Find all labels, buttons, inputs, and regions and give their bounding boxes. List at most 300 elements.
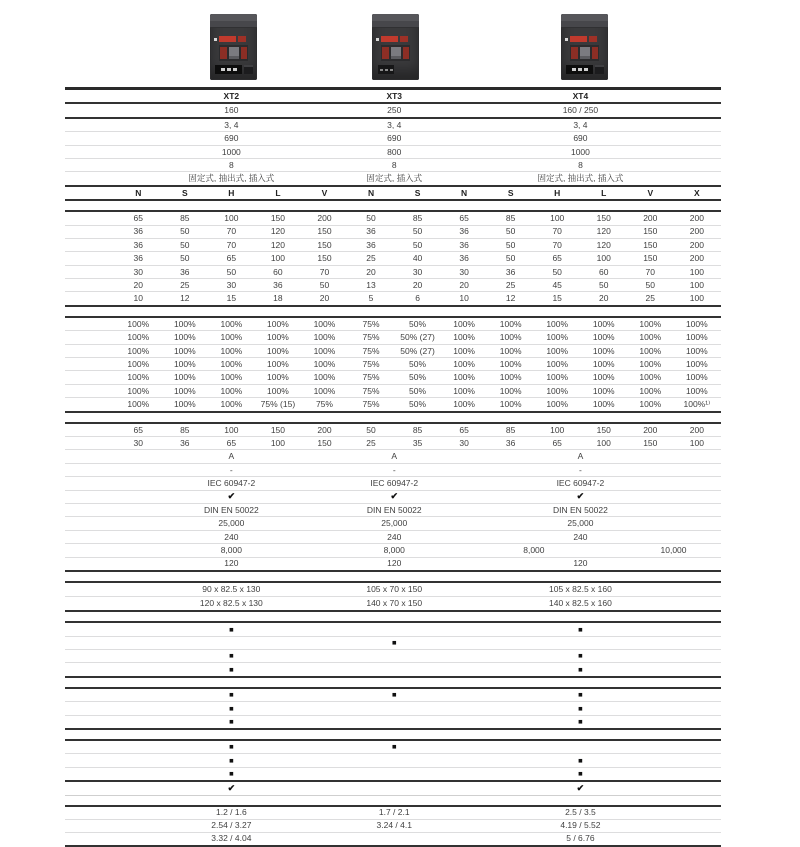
table-row bbox=[65, 212, 721, 224]
square-marker: ■ bbox=[229, 769, 234, 779]
value-cell: 100% bbox=[546, 358, 569, 369]
table-row bbox=[65, 449, 721, 462]
value-cell: 100% bbox=[639, 345, 662, 356]
square-marker: ■ bbox=[391, 638, 397, 648]
value-cell: IEC 60947-2 bbox=[207, 478, 256, 489]
value-cell: 100% bbox=[127, 372, 150, 383]
table-row bbox=[65, 104, 721, 116]
value-cell: 85 bbox=[412, 213, 423, 224]
value-cell: 50 bbox=[366, 213, 376, 224]
value-cell: 100% bbox=[267, 332, 289, 343]
table-row bbox=[65, 463, 721, 476]
value-cell: 690 bbox=[387, 133, 402, 144]
value-cell: 30 bbox=[459, 437, 469, 448]
value-cell: 100% bbox=[127, 318, 150, 329]
value-cell: 100% bbox=[546, 332, 569, 343]
value-cell: N bbox=[461, 187, 468, 198]
value-cell: DIN EN 50022 bbox=[366, 504, 422, 515]
table-row bbox=[65, 145, 721, 158]
value-cell: 140 x 70 x 150 bbox=[366, 598, 423, 609]
value-cell: 100% bbox=[592, 318, 615, 329]
table-row bbox=[65, 119, 721, 131]
breaker-image-xt2 bbox=[210, 14, 257, 80]
value-cell: 30 bbox=[133, 437, 143, 448]
value-cell: 25 bbox=[505, 280, 516, 291]
value-cell: 120 bbox=[270, 226, 285, 237]
value-cell: 固定式, 插入式 bbox=[366, 173, 423, 184]
value-cell: 50 bbox=[412, 226, 423, 237]
value-cell: 15 bbox=[552, 293, 562, 304]
value-cell: 100% bbox=[127, 332, 150, 343]
value-cell: 25,000 bbox=[218, 518, 245, 529]
value-cell: 120 x 82.5 x 130 bbox=[199, 598, 263, 609]
table-row bbox=[65, 187, 721, 199]
version-letters-header bbox=[65, 187, 721, 201]
value-cell: 30 bbox=[412, 266, 423, 277]
table-row bbox=[65, 424, 721, 436]
value-cell: 65 bbox=[133, 213, 143, 224]
value-cell: 2.54 / 3.27 bbox=[211, 820, 252, 831]
table-row bbox=[65, 819, 721, 832]
value-cell: 12 bbox=[505, 293, 516, 304]
value-cell: 120 bbox=[270, 239, 285, 250]
value-cell: 100% bbox=[499, 345, 522, 356]
check-row bbox=[65, 782, 721, 795]
value-cell: 100% bbox=[313, 345, 336, 356]
value-cell: 100 bbox=[270, 253, 285, 264]
square-marker: ■ bbox=[229, 651, 234, 661]
value-cell: 70 bbox=[552, 239, 562, 250]
value-cell: 36 bbox=[180, 266, 190, 277]
table-row bbox=[65, 158, 721, 171]
value-cell: 75% bbox=[315, 399, 333, 410]
breaker-image-xt3 bbox=[372, 14, 419, 80]
weights-block bbox=[65, 805, 721, 847]
display-segment bbox=[233, 68, 237, 71]
value-cell: 3.24 / 4.1 bbox=[376, 820, 412, 831]
value-cell: 65 bbox=[226, 437, 237, 448]
value-cell: S bbox=[414, 187, 421, 198]
value-cell: 36 bbox=[273, 280, 283, 291]
value-cell: 65 bbox=[133, 424, 143, 435]
value-cell: 100% bbox=[499, 385, 522, 396]
value-cell: 75% bbox=[362, 318, 380, 329]
square-marker: ■ bbox=[229, 717, 234, 727]
value-cell: XT3 bbox=[386, 90, 403, 101]
value-cell: 200 bbox=[643, 213, 658, 224]
value-cell: 240 bbox=[573, 531, 588, 542]
value-cell: 240 bbox=[387, 531, 402, 542]
red-pad-right bbox=[592, 47, 598, 59]
value-cell: 85 bbox=[505, 424, 516, 435]
value-cell: 50 bbox=[180, 239, 190, 250]
value-cell: 100 bbox=[689, 437, 704, 448]
table-row bbox=[65, 490, 721, 503]
value-cell: 50% bbox=[409, 372, 427, 383]
test-button bbox=[595, 65, 604, 74]
value-cell: 20 bbox=[412, 280, 423, 291]
brand-logo-red bbox=[381, 36, 398, 42]
value-cell: 200 bbox=[689, 253, 704, 264]
value-cell: 36 bbox=[133, 226, 143, 237]
product-name-row bbox=[65, 87, 721, 104]
value-cell: 30 bbox=[226, 280, 237, 291]
value-cell: 200 bbox=[317, 424, 332, 435]
table-row bbox=[65, 357, 721, 370]
value-cell: 120 bbox=[596, 239, 611, 250]
value-cell: 1000 bbox=[570, 146, 590, 157]
value-cell: 40 bbox=[412, 253, 423, 264]
value-cell: 100% bbox=[639, 358, 662, 369]
value-cell: 75% bbox=[362, 345, 380, 356]
value-cell: 85 bbox=[180, 424, 190, 435]
breaker-top-band bbox=[210, 21, 257, 28]
value-cell: IEC 60947-2 bbox=[370, 478, 419, 489]
value-cell: 100% bbox=[220, 332, 243, 343]
value-cell: 18 bbox=[273, 293, 283, 304]
value-cell: 65 bbox=[552, 437, 562, 448]
value-cell: 25 bbox=[366, 253, 376, 264]
table-row bbox=[65, 171, 721, 184]
value-cell: 75% bbox=[362, 372, 380, 383]
value-cell: 10,000 bbox=[660, 545, 687, 556]
value-cell: 50 bbox=[505, 226, 516, 237]
value-cell: 100 bbox=[689, 293, 704, 304]
value-cell: A bbox=[577, 451, 584, 462]
value-cell: 100% bbox=[685, 372, 708, 383]
square-marker: ■ bbox=[229, 742, 234, 752]
value-cell: A bbox=[391, 451, 398, 462]
value-cell: 36 bbox=[133, 239, 143, 250]
value-cell: 100% bbox=[313, 318, 336, 329]
value-cell: 90 x 82.5 x 130 bbox=[202, 584, 261, 595]
value-cell: 8 bbox=[228, 159, 234, 170]
square-marker: ■ bbox=[578, 651, 583, 661]
breaking-capacity-block bbox=[65, 210, 721, 307]
table-row bbox=[65, 90, 721, 102]
value-cell: 100% bbox=[592, 332, 615, 343]
table-row bbox=[65, 251, 721, 264]
value-cell: 100% bbox=[267, 372, 289, 383]
value-cell: 25 bbox=[645, 293, 656, 304]
value-cell: 100% bbox=[173, 399, 196, 410]
value-cell: 36 bbox=[366, 239, 376, 250]
value-cell: 70 bbox=[226, 226, 237, 237]
breaker-toggle bbox=[229, 47, 239, 59]
value-cell: 100% bbox=[313, 358, 336, 369]
table-row bbox=[65, 782, 721, 794]
value-cell: 100% bbox=[639, 399, 662, 410]
value-cell: 75% bbox=[362, 399, 380, 410]
value-cell: 100 bbox=[689, 266, 704, 277]
value-cell: 10 bbox=[459, 293, 469, 304]
value-cell: 150 bbox=[270, 424, 285, 435]
square-marker: ■ bbox=[391, 742, 397, 752]
square-marker: ■ bbox=[578, 755, 583, 765]
table-row bbox=[65, 753, 721, 766]
test-button bbox=[244, 65, 253, 74]
value-cell: 固定式, 抽出式, 插入式 bbox=[188, 173, 275, 184]
value-cell: 8,000 bbox=[383, 545, 405, 556]
table-row bbox=[65, 543, 721, 556]
value-cell: 36 bbox=[459, 226, 469, 237]
table-row bbox=[65, 741, 721, 753]
square-marker: ■ bbox=[391, 690, 397, 700]
value-cell: 200 bbox=[643, 424, 658, 435]
value-cell: 36 bbox=[459, 239, 469, 250]
display-segment bbox=[584, 68, 588, 71]
value-cell: L bbox=[601, 187, 607, 198]
value-cell: 3.32 / 4.04 bbox=[211, 833, 252, 844]
value-cell: 100% bbox=[499, 399, 522, 410]
breaker-indicator-dot bbox=[214, 38, 217, 41]
square-marker: ■ bbox=[229, 624, 234, 634]
table-row bbox=[65, 278, 721, 291]
value-cell: 50 bbox=[505, 239, 516, 250]
value-cell: 8,000 bbox=[220, 545, 242, 556]
table-row bbox=[65, 503, 721, 516]
value-cell: 100 bbox=[550, 424, 565, 435]
value-cell: 36 bbox=[366, 226, 376, 237]
value-cell: 15 bbox=[226, 293, 237, 304]
value-cell: 100% bbox=[453, 332, 475, 343]
red-pad-right bbox=[241, 47, 247, 59]
value-cell: DIN EN 50022 bbox=[553, 504, 608, 515]
value-cell: 100% bbox=[220, 318, 243, 329]
value-cell: 36 bbox=[459, 253, 469, 264]
table-row bbox=[65, 715, 721, 728]
table-row bbox=[65, 318, 721, 330]
availability-block-2 bbox=[65, 687, 721, 730]
availability-block-1 bbox=[65, 621, 721, 678]
value-cell: 100% bbox=[639, 372, 662, 383]
table-row bbox=[65, 238, 721, 251]
table-row bbox=[65, 384, 721, 397]
value-cell: 100% bbox=[127, 358, 150, 369]
value-cell: - bbox=[229, 464, 233, 475]
value-cell: 8 bbox=[578, 159, 583, 170]
value-cell: 1.2 / 1.6 bbox=[215, 807, 247, 818]
basic-ratings bbox=[65, 119, 721, 187]
display-segment bbox=[572, 68, 576, 71]
value-cell: 100% bbox=[546, 399, 569, 410]
rating-display bbox=[566, 65, 593, 74]
square-marker: ■ bbox=[578, 690, 583, 700]
value-cell: 100% bbox=[499, 332, 522, 343]
breaker-top-band bbox=[561, 21, 608, 28]
value-cell: 100% bbox=[220, 399, 243, 410]
table-row bbox=[65, 649, 721, 662]
value-cell: 30 bbox=[133, 266, 143, 277]
value-cell: 120 bbox=[596, 226, 611, 237]
table-row bbox=[65, 662, 721, 675]
table-row bbox=[65, 476, 721, 489]
value-cell: 85 bbox=[505, 213, 516, 224]
table-row bbox=[65, 225, 721, 238]
value-cell: 5 / 6.76 bbox=[566, 833, 595, 844]
value-cell: 6 bbox=[415, 293, 420, 304]
value-cell: 70 bbox=[226, 239, 237, 250]
red-pad-left bbox=[220, 47, 227, 59]
check-icon: ✔ bbox=[390, 491, 398, 502]
value-cell: 100% bbox=[220, 345, 243, 356]
dimensions-block bbox=[65, 581, 721, 612]
value-cell: 70 bbox=[645, 266, 656, 277]
value-cell: 150 bbox=[596, 424, 611, 435]
brand-logo-red-right bbox=[238, 36, 246, 42]
value-cell: 120 bbox=[224, 558, 239, 569]
value-cell: 100% bbox=[685, 345, 708, 356]
value-cell: 150 bbox=[643, 253, 658, 264]
table-row bbox=[65, 689, 721, 701]
table-row bbox=[65, 583, 721, 596]
table-row bbox=[65, 370, 721, 383]
table-row bbox=[65, 530, 721, 543]
value-cell: 120 bbox=[573, 558, 588, 569]
value-cell: 50 bbox=[505, 253, 516, 264]
value-cell: 150 bbox=[317, 253, 332, 264]
value-cell: 36 bbox=[505, 437, 516, 448]
value-cell: 50% (27) bbox=[400, 332, 435, 343]
display-segment bbox=[221, 68, 225, 71]
value-cell: 100% bbox=[453, 345, 475, 356]
value-cell: 100% bbox=[546, 318, 569, 329]
value-cell: 70 bbox=[319, 266, 330, 277]
value-cell: 50 bbox=[599, 280, 609, 291]
value-cell: 140 x 82.5 x 160 bbox=[549, 598, 612, 609]
square-marker: ■ bbox=[578, 717, 583, 727]
square-marker: ■ bbox=[229, 690, 234, 700]
value-cell: 75% bbox=[362, 358, 380, 369]
availability-block-3 bbox=[65, 739, 721, 782]
value-cell: 100% bbox=[173, 358, 196, 369]
value-cell: 50% bbox=[409, 385, 427, 396]
check-icon: ✔ bbox=[227, 491, 236, 502]
table-row bbox=[65, 636, 721, 649]
value-cell: X bbox=[694, 187, 700, 198]
breaker-top-band bbox=[372, 21, 419, 28]
value-cell: 100% bbox=[173, 385, 196, 396]
value-cell: 50 bbox=[180, 226, 190, 237]
value-cell: 200 bbox=[689, 213, 704, 224]
value-cell: 50 bbox=[366, 424, 376, 435]
square-marker: ■ bbox=[578, 703, 583, 713]
value-cell: 4.19 / 5.52 bbox=[560, 820, 601, 831]
display-segment bbox=[385, 69, 388, 71]
display-segment bbox=[390, 69, 393, 71]
value-cell: 160 / 250 bbox=[562, 105, 599, 116]
value-cell: 100% bbox=[313, 385, 336, 396]
value-cell: 36 bbox=[180, 437, 190, 448]
value-cell: 100% bbox=[173, 332, 196, 343]
value-cell: H bbox=[228, 187, 235, 198]
value-cell: 100% bbox=[220, 385, 243, 396]
table-row bbox=[65, 701, 721, 714]
breaker-image-xt4 bbox=[561, 14, 608, 80]
value-cell: 100%¹⁾ bbox=[683, 399, 711, 410]
value-cell: 50 bbox=[226, 266, 237, 277]
square-marker: ■ bbox=[229, 755, 234, 765]
value-cell: 150 bbox=[270, 213, 285, 224]
value-cell: 50% bbox=[409, 358, 427, 369]
value-cell: 85 bbox=[412, 424, 423, 435]
value-cell: 100% bbox=[546, 385, 569, 396]
value-cell: 1.7 / 2.1 bbox=[378, 807, 410, 818]
value-cell: 1000 bbox=[221, 146, 241, 157]
value-cell: 100% bbox=[639, 385, 662, 396]
value-cell: 160 bbox=[224, 105, 239, 116]
value-cell: 100% bbox=[592, 385, 615, 396]
value-cell: 150 bbox=[643, 239, 658, 250]
value-cell: 60 bbox=[273, 266, 283, 277]
value-cell: 200 bbox=[689, 226, 704, 237]
value-cell: 10 bbox=[133, 293, 143, 304]
value-cell: 100% bbox=[453, 358, 475, 369]
value-cell: IEC 60947-2 bbox=[556, 478, 605, 489]
value-cell: 8 bbox=[391, 159, 397, 170]
table-row bbox=[65, 767, 721, 780]
square-marker: ■ bbox=[578, 769, 583, 779]
value-cell: 36 bbox=[505, 266, 516, 277]
display-segment bbox=[380, 69, 383, 71]
value-cell: 100% bbox=[592, 345, 615, 356]
value-cell: 50% bbox=[409, 399, 427, 410]
value-cell: 100% bbox=[499, 358, 522, 369]
value-cell: 100% bbox=[267, 358, 289, 369]
rating-display bbox=[378, 65, 394, 74]
value-cell: 100% bbox=[173, 372, 196, 383]
value-cell: XT4 bbox=[572, 90, 589, 101]
value-cell: A bbox=[228, 451, 235, 462]
value-cell: DIN EN 50022 bbox=[203, 504, 259, 515]
value-cell: 100 bbox=[270, 437, 285, 448]
table-row bbox=[65, 807, 721, 819]
value-cell: 100% bbox=[220, 358, 243, 369]
value-cell: 150 bbox=[317, 239, 332, 250]
value-cell: 25 bbox=[180, 280, 190, 291]
value-cell: 100% bbox=[499, 318, 522, 329]
check-icon: ✔ bbox=[576, 491, 585, 502]
value-cell: 100% bbox=[453, 372, 475, 383]
value-cell: 3, 4 bbox=[573, 119, 588, 130]
spec-table bbox=[65, 87, 721, 847]
value-cell: V bbox=[321, 187, 328, 198]
red-pad-left bbox=[571, 47, 578, 59]
table-row bbox=[65, 832, 721, 845]
value-cell: 690 bbox=[224, 133, 239, 144]
value-cell: 13 bbox=[366, 280, 376, 291]
value-cell: 50 bbox=[552, 266, 562, 277]
value-cell: 100% bbox=[313, 332, 336, 343]
service-capacity-percent-block bbox=[65, 316, 721, 413]
red-pad-right bbox=[403, 47, 409, 59]
value-cell: 12 bbox=[180, 293, 190, 304]
value-cell: 100% bbox=[639, 332, 662, 343]
value-cell: 200 bbox=[689, 239, 704, 250]
value-cell: 100% bbox=[592, 372, 615, 383]
table-row bbox=[65, 131, 721, 144]
value-cell: 65 bbox=[459, 424, 469, 435]
table-row bbox=[65, 330, 721, 343]
value-cell: 65 bbox=[552, 253, 562, 264]
value-cell: 100% bbox=[313, 372, 336, 383]
value-cell: 20 bbox=[599, 293, 609, 304]
table-row bbox=[65, 557, 721, 570]
value-cell: 200 bbox=[317, 213, 332, 224]
table-row bbox=[65, 596, 721, 610]
value-cell: 100% bbox=[685, 385, 708, 396]
brand-logo-red-right bbox=[589, 36, 597, 42]
